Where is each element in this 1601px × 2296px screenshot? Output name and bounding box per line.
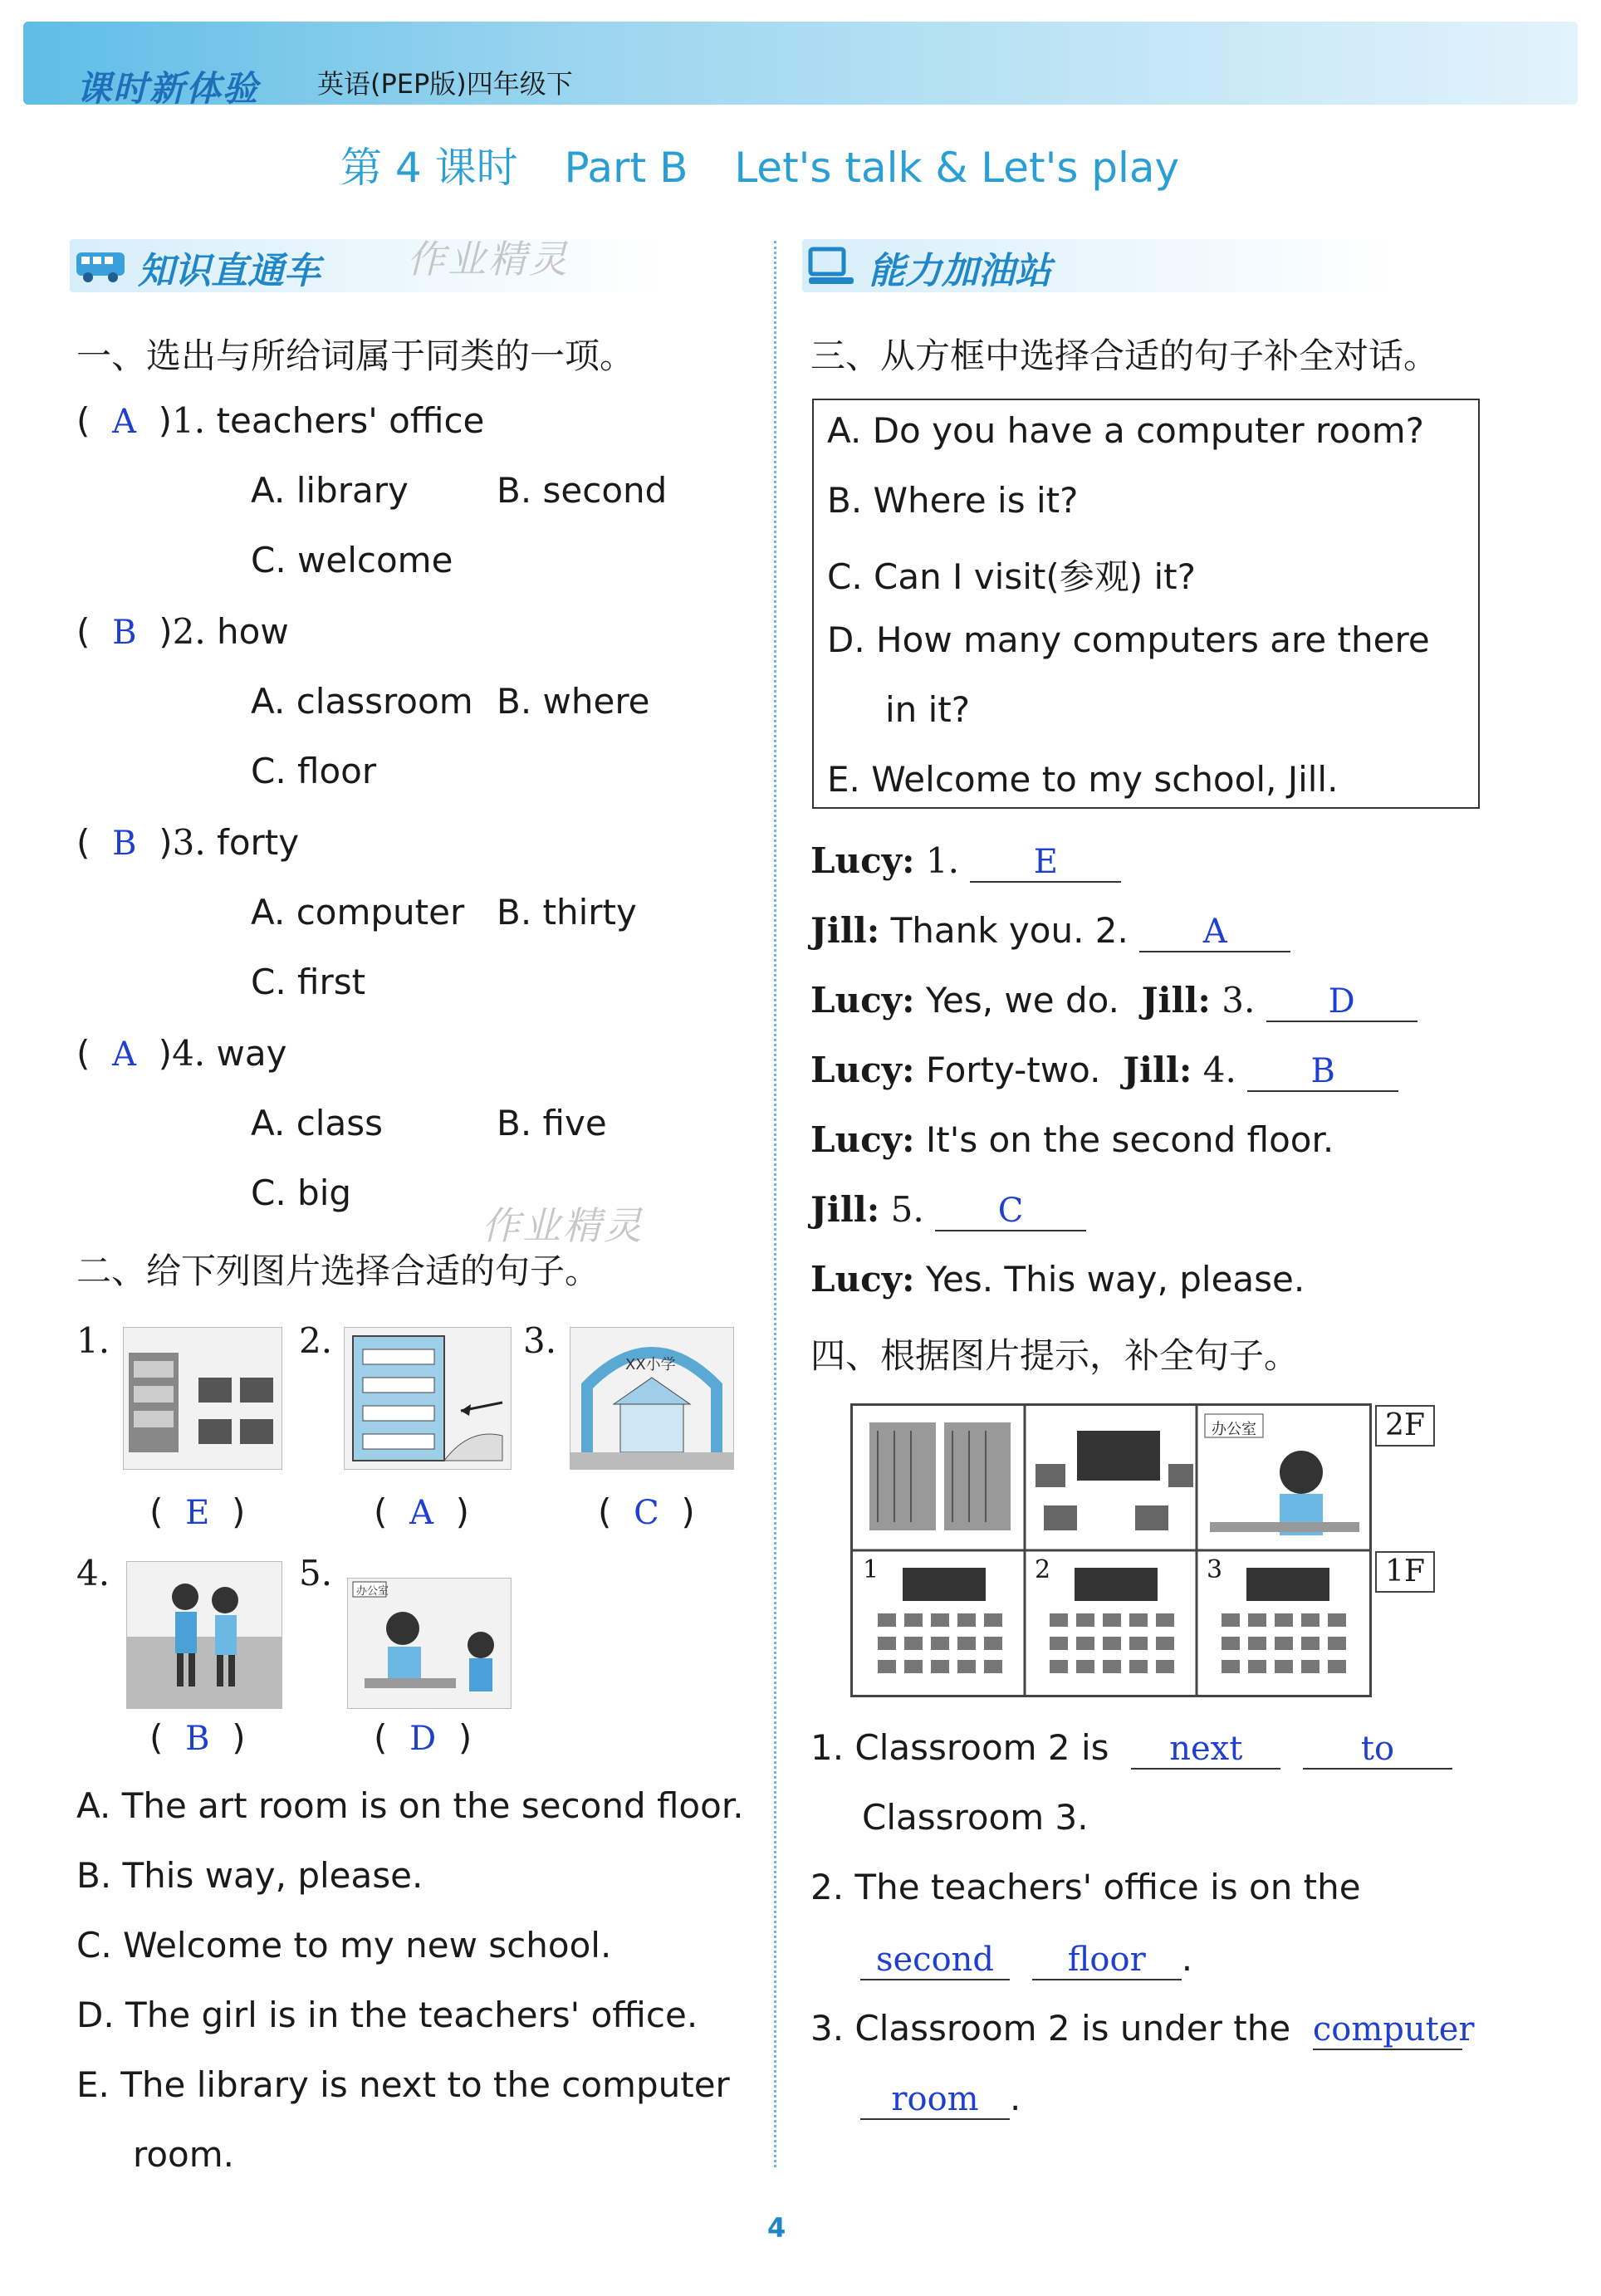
item-number: 4. xyxy=(172,1033,206,1074)
blank-answer: E xyxy=(970,843,1121,883)
q2-option-e-cont: room. xyxy=(133,2134,235,2175)
q1-item-1-opt-a: A. library xyxy=(251,470,409,511)
blank-answer: D xyxy=(1266,982,1417,1022)
answer: A xyxy=(112,403,136,441)
q1-item-2-opt-b: B. where xyxy=(497,681,650,722)
q2-option-d: D. The girl is in the teachers' office. xyxy=(76,1995,698,2035)
q3-box-option-d: D. How many computers are there xyxy=(827,619,1430,660)
q1-item-2: ( B )2. how xyxy=(76,611,289,652)
q1-item-1-opt-b: B. second xyxy=(497,470,668,511)
pic-2-number: 2. xyxy=(299,1320,333,1361)
dialogue-line-2 xyxy=(810,910,1290,952)
speaker: Jill: xyxy=(1123,1050,1192,1090)
floor-label-2f: 2F xyxy=(1375,1405,1435,1447)
speaker: Lucy: xyxy=(810,1259,915,1300)
line-text: Forty-two. xyxy=(925,1050,1101,1090)
left-section-title: 知识直通车 xyxy=(138,250,321,292)
item-word: teachers' office xyxy=(216,400,485,441)
bus-icon xyxy=(75,249,128,287)
item-word: way xyxy=(216,1033,287,1074)
speaker: Jill: xyxy=(1141,980,1211,1021)
q4-heading: 四、根据图片提示，补全句子。 xyxy=(810,1335,1300,1376)
q1-item-4-opt-b: B. five xyxy=(497,1103,607,1143)
computer-icon xyxy=(807,246,855,291)
pic-3-answer: ( C ) xyxy=(598,1491,695,1532)
office-sign: 办公室 xyxy=(356,1585,389,1598)
speaker: Lucy: xyxy=(810,1119,915,1160)
floor-plan-picture xyxy=(850,1403,1372,1697)
blank-number: 5. xyxy=(890,1189,924,1230)
q4-sentence-2-blanks: second floor . xyxy=(860,1938,1192,1980)
right-section-title: 能力加油站 xyxy=(869,250,1051,292)
q3-box-option-b: B. Where is it? xyxy=(827,480,1079,521)
q4-sentence-2: 2. The teachers' office is on the xyxy=(810,1867,1361,1907)
q3-box-option-e: E. Welcome to my school, Jill. xyxy=(827,759,1339,800)
dialogue-line-1 xyxy=(810,840,1121,883)
brand-logo: 课时新体验 xyxy=(76,68,260,109)
pic-4-number: 4. xyxy=(76,1553,110,1593)
blank-answer: computer xyxy=(1312,2010,1475,2049)
q1-item-3: ( B )3. forty xyxy=(76,822,300,863)
q4-sentence-3-cont: room . xyxy=(860,2078,1021,2120)
q2-heading: 二、给下列图片选择合适的句子。 xyxy=(76,1251,600,1291)
q2-option-c: C. Welcome to my new school. xyxy=(76,1925,612,1966)
office-sign-2f: 办公室 xyxy=(1212,1421,1256,1438)
q4-sentence-1-cont: Classroom 3. xyxy=(862,1797,1089,1838)
blank-number: 3. xyxy=(1222,980,1256,1021)
dialogue-line-7 xyxy=(810,1259,1305,1300)
pic-1-library xyxy=(123,1327,282,1470)
answer: A xyxy=(112,1035,136,1074)
q1-item-4-opt-a: A. class xyxy=(251,1103,383,1143)
q3-options-box xyxy=(812,399,1480,809)
page-number: 4 xyxy=(767,2212,786,2244)
sentence-text: 3. Classroom 2 is under the xyxy=(810,2008,1291,2049)
q4-sentence-3 xyxy=(810,2008,1475,2050)
blank-answer: B xyxy=(1247,1052,1398,1092)
q2-option-a: A. The art room is on the second floor. xyxy=(76,1785,744,1826)
answer: C xyxy=(634,1494,659,1532)
speaker: Jill: xyxy=(810,1189,880,1230)
q1-item-2-opt-c: C. floor xyxy=(251,751,377,791)
line-text: Thank you. 2. xyxy=(890,910,1129,951)
q1-item-3-opt-a: A. computer xyxy=(251,892,465,933)
pic-5-teachers-office xyxy=(347,1578,512,1709)
answer: B xyxy=(112,614,137,652)
speaker: Lucy: xyxy=(810,1050,915,1090)
book-subtitle: 英语(PEP版)四年级下 xyxy=(317,68,573,100)
item-word: how xyxy=(217,611,289,652)
blank-answer: floor xyxy=(1032,1941,1182,1980)
pic-5-number: 5. xyxy=(299,1553,333,1593)
item-number: 2. xyxy=(172,611,206,652)
sentence-text: 1. Classroom 2 is xyxy=(810,1727,1109,1768)
blank-answer: second xyxy=(860,1941,1010,1980)
blank-answer: C xyxy=(935,1192,1086,1231)
q1-item-3-opt-b: B. thirty xyxy=(497,892,637,933)
q4-sentence-1 xyxy=(810,1727,1452,1770)
dialogue-line-6 xyxy=(810,1189,1086,1231)
pic-4-children-walking xyxy=(126,1561,282,1709)
answer: B xyxy=(112,825,137,863)
blank-answer: A xyxy=(1139,913,1290,952)
item-number: 3. xyxy=(172,822,206,863)
answer: E xyxy=(185,1494,210,1532)
dialogue-line-4 xyxy=(810,1050,1398,1092)
blank-number: 1. xyxy=(925,840,959,881)
q3-heading: 三、从方框中选择合适的句子补全对话。 xyxy=(810,335,1439,376)
pic-3-number: 3. xyxy=(523,1320,557,1361)
column-divider xyxy=(774,241,776,2167)
q1-item-4: ( A )4. way xyxy=(76,1033,287,1074)
answer: A xyxy=(409,1494,433,1532)
lesson-part: Part B xyxy=(564,144,688,192)
q1-item-1-opt-c: C. welcome xyxy=(251,540,453,580)
q1-heading: 一、选出与所给词属于同类的一项。 xyxy=(76,335,635,376)
floor-label-1f: 1F xyxy=(1375,1551,1435,1593)
school-sign: XX小学 xyxy=(625,1356,676,1373)
room-number-1: 1 xyxy=(863,1555,879,1584)
dialogue-line-5 xyxy=(810,1119,1334,1160)
q3-box-option-d-cont: in it? xyxy=(885,689,971,730)
q3-box-option-a: A. Do you have a computer room? xyxy=(827,410,1424,451)
q1-item-4-opt-c: C. big xyxy=(251,1172,352,1213)
watermark-2: 作业精灵 xyxy=(482,1203,644,1248)
lesson-name: Let's talk & Let's play xyxy=(734,144,1180,192)
blank-number: 4. xyxy=(1202,1050,1236,1090)
blank-answer: to xyxy=(1303,1730,1452,1770)
line-text: Yes. This way, please. xyxy=(925,1259,1305,1300)
q1-item-1: ( A )1. teachers' office xyxy=(76,400,485,441)
q1-item-3-opt-c: C. first xyxy=(251,962,366,1002)
answer: D xyxy=(409,1720,437,1758)
pic-1-number: 1. xyxy=(76,1320,110,1361)
line-text: It's on the second floor. xyxy=(925,1119,1334,1160)
lesson-number: 第 4 课时 xyxy=(340,144,518,192)
q1-item-2-opt-a: A. classroom xyxy=(251,681,473,722)
room-number-2: 2 xyxy=(1035,1555,1051,1584)
room-number-3: 3 xyxy=(1207,1555,1223,1584)
pic-3-school-gate xyxy=(570,1327,734,1470)
dialogue-line-3 xyxy=(810,980,1417,1022)
q2-option-b: B. This way, please. xyxy=(76,1855,424,1896)
line-text: Yes, we do. xyxy=(925,980,1119,1021)
pic-5-answer: ( D ) xyxy=(374,1717,472,1758)
pic-2-answer: ( A ) xyxy=(374,1491,470,1532)
q3-box-option-c: C. Can I visit(参观) it? xyxy=(827,556,1196,597)
blank-answer: room xyxy=(860,2080,1010,2120)
blank-answer: next xyxy=(1131,1730,1280,1770)
q2-option-e: E. The library is next to the computer xyxy=(76,2064,730,2105)
watermark: 作业精灵 xyxy=(407,237,570,281)
pic-1-answer: ( E ) xyxy=(149,1491,246,1532)
item-number: 1. xyxy=(172,400,206,441)
item-word: forty xyxy=(217,822,300,863)
pic-4-answer: ( B ) xyxy=(149,1717,246,1758)
speaker: Lucy: xyxy=(810,980,915,1021)
lesson-title xyxy=(340,135,1212,194)
speaker: Lucy: xyxy=(810,840,915,881)
speaker: Jill: xyxy=(810,910,880,951)
answer: B xyxy=(185,1720,210,1758)
pic-2-building xyxy=(344,1327,512,1470)
